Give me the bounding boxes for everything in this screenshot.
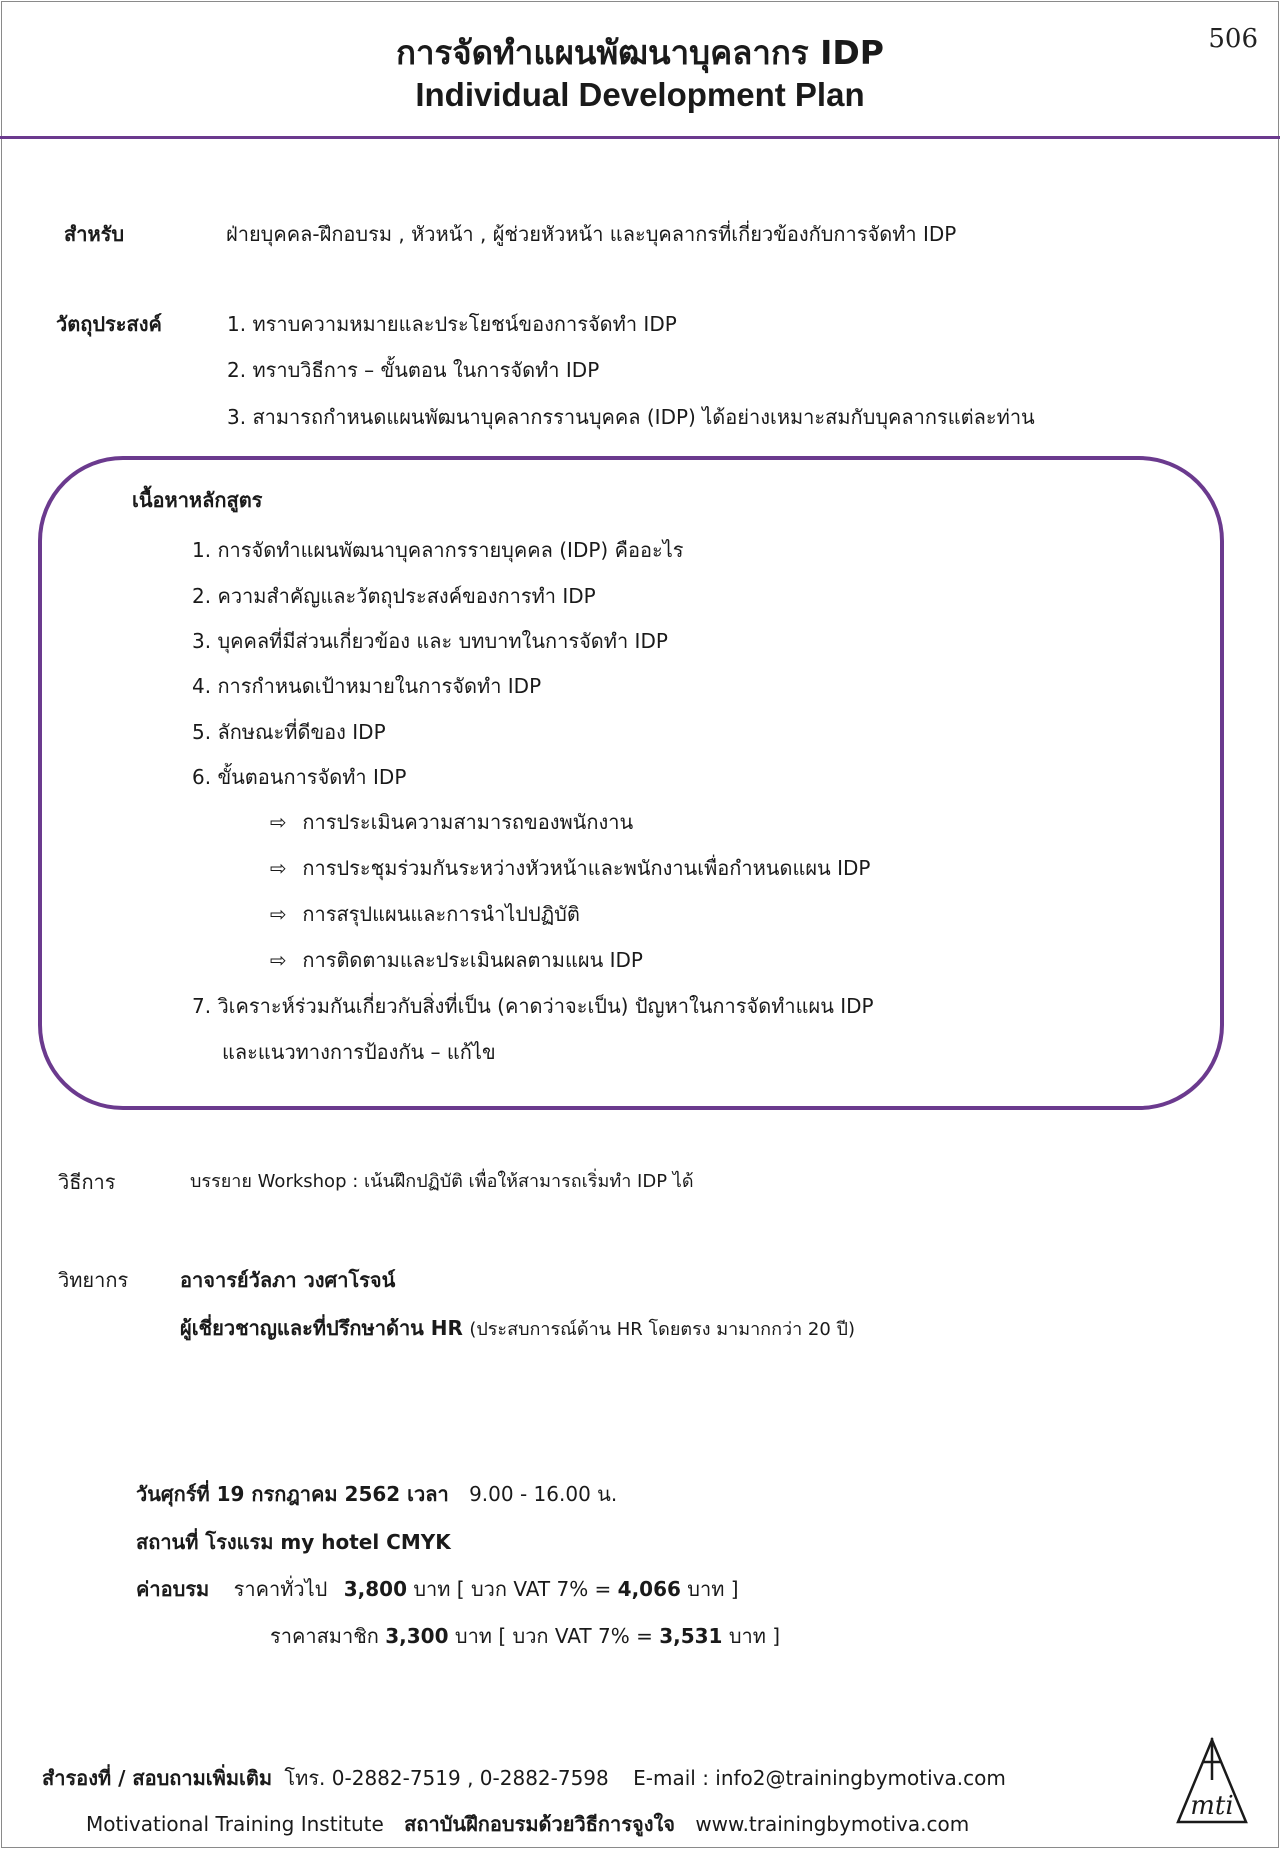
- institute-name-th: สถาบันฝึกอบรมด้วยวิธีการจูงใจ: [404, 1812, 675, 1836]
- course-subitem: [270, 806, 633, 838]
- course-item: 3. บุคคลที่มีส่วนเกี่ยวข้อง และ บทบาทในการจัดทำ IDP: [192, 629, 668, 653]
- objective-item: 3. สามารถกำหนดแผนพัฒนาบุคลากรรานบุคคล (IDP) ได้อย่างเหมาะสมกับบุคลากรแต่ละท่าน: [227, 405, 1035, 429]
- fee-general-end: บาท ]: [687, 1577, 739, 1601]
- schedule-date-line: [136, 1478, 617, 1510]
- speaker-experience: (ประสบการณ์ด้าน HR โดยตรง มามากกว่า 20 ปี): [469, 1319, 855, 1340]
- fee-general-suffix: บาท [ บวก VAT 7% =: [413, 1577, 612, 1601]
- fee-member-total: 3,531: [659, 1624, 723, 1648]
- fee-member-prefix: ราคาสมาชิก: [270, 1624, 379, 1648]
- course-subitem-label: การติดตามและประเมินผลตามแผน IDP: [302, 948, 643, 972]
- fee-general-prefix: ราคาทั่วไป: [233, 1577, 328, 1601]
- method-label: วิธีการ: [58, 1170, 116, 1194]
- course-item: 7. วิเคราะห์ร่วมกันเกี่ยวกับสิ่งที่เป็น (คาดว่าจะเป็น) ปัญหาในการจัดทำแผน IDP: [192, 994, 874, 1018]
- right-arrow-icon: ⇨: [270, 948, 287, 972]
- course-item: 5. ลักษณะที่ดีของ IDP: [192, 720, 386, 744]
- right-arrow-icon: ⇨: [270, 810, 287, 834]
- right-arrow-icon: ⇨: [270, 856, 287, 880]
- objectives-label: วัตถุประสงค์: [56, 312, 162, 336]
- speaker-credentials: [180, 1312, 855, 1344]
- title-divider: [0, 136, 1280, 139]
- course-item: 6. ขั้นตอนการจัดทำ IDP: [192, 765, 407, 789]
- speaker-name: อาจารย์วัลภา วงศาโรจน์: [180, 1268, 396, 1292]
- page-number: 506: [1208, 24, 1258, 54]
- contact-email[interactable]: E-mail : info2@trainingbymotiva.com: [633, 1766, 1006, 1790]
- method-value: บรรยาย Workshop : เน้นฝึกปฏิบัติ เพื่อให้สามารถเริ่มทำ IDP ได้: [190, 1171, 694, 1192]
- institute-name-en: Motivational Training Institute: [86, 1812, 384, 1836]
- objective-item: 2. ทราบวิธีการ – ขั้นตอน ในการจัดทำ IDP: [227, 358, 600, 382]
- fee-member-price: 3,300: [385, 1624, 449, 1648]
- course-subitem: [270, 898, 580, 930]
- speaker-title: ผู้เชี่ยวชาญและที่ปรึกษาด้าน HR: [180, 1316, 463, 1340]
- contact-phone: โทร. 0-2882-7519 , 0-2882-7598: [284, 1766, 609, 1790]
- fee-general-line: [136, 1573, 739, 1605]
- fee-general-total: 4,066: [617, 1577, 681, 1601]
- schedule-time: 9.00 - 16.00 น.: [469, 1482, 618, 1506]
- schedule-venue: สถานที่ โรงแรม my hotel CMYK: [136, 1530, 451, 1554]
- schedule-date: วันศุกร์ที่ 19 กรกฎาคม 2562 เวลา: [136, 1482, 449, 1506]
- page-title-thai: การจัดทำแผนพัฒนาบุคลากร IDP: [396, 33, 884, 72]
- course-subitem: [270, 852, 870, 884]
- contact-label: สำรองที่ / สอบถามเพิ่มเติม: [42, 1766, 273, 1790]
- fee-general-price: 3,800: [343, 1577, 407, 1601]
- fee-label: ค่าอบรม: [136, 1577, 210, 1601]
- course-heading: เนื้อหาหลักสูตร: [132, 488, 263, 512]
- target-value: ฝ่ายบุคคล-ฝึกอบรม , หัวหน้า , ผู้ช่วยหัวหน้า และบุคลากรที่เกี่ยวข้องกับการจัดทำ IDP: [226, 222, 957, 246]
- course-item-continuation: และแนวทางการป้องกัน – แก้ไข: [222, 1040, 496, 1064]
- target-label: สำหรับ: [64, 222, 125, 246]
- course-item: 4. การกำหนดเป้าหมายในการจัดทำ IDP: [192, 674, 542, 698]
- fee-member-line: [270, 1620, 780, 1652]
- speaker-label: วิทยากร: [58, 1268, 129, 1292]
- mti-logo-icon: [1172, 1736, 1252, 1828]
- institute-website[interactable]: www.trainingbymotiva.com: [695, 1812, 970, 1836]
- course-subitem-label: การประชุมร่วมกันระหว่างหัวหน้าและพนักงานเพื่อกำหนดแผน IDP: [302, 856, 871, 880]
- right-arrow-icon: ⇨: [270, 902, 287, 926]
- footer-contact-line: [42, 1762, 1006, 1794]
- course-item: 1. การจัดทำแผนพัฒนาบุคลากรรายบุคคล (IDP) คืออะไร: [192, 538, 684, 562]
- course-subitem-label: การสรุปแผนและการนำไปปฏิบัติ: [302, 902, 580, 926]
- logo-text: mti: [1190, 1791, 1234, 1821]
- course-subitem: [270, 944, 643, 976]
- page-title-english: Individual Development Plan: [415, 76, 865, 113]
- course-subitem-label: การประเมินความสามารถของพนักงาน: [302, 810, 634, 834]
- footer-institute-line: [86, 1808, 969, 1840]
- objective-item: 1. ทราบความหมายและประโยชน์ของการจัดทำ IDP: [227, 312, 677, 336]
- fee-member-end: บาท ]: [728, 1624, 781, 1648]
- course-item: 2. ความสำคัญและวัตถุประสงค์ของการทำ IDP: [192, 584, 596, 608]
- fee-member-suffix: บาท [ บวก VAT 7% =: [454, 1624, 653, 1648]
